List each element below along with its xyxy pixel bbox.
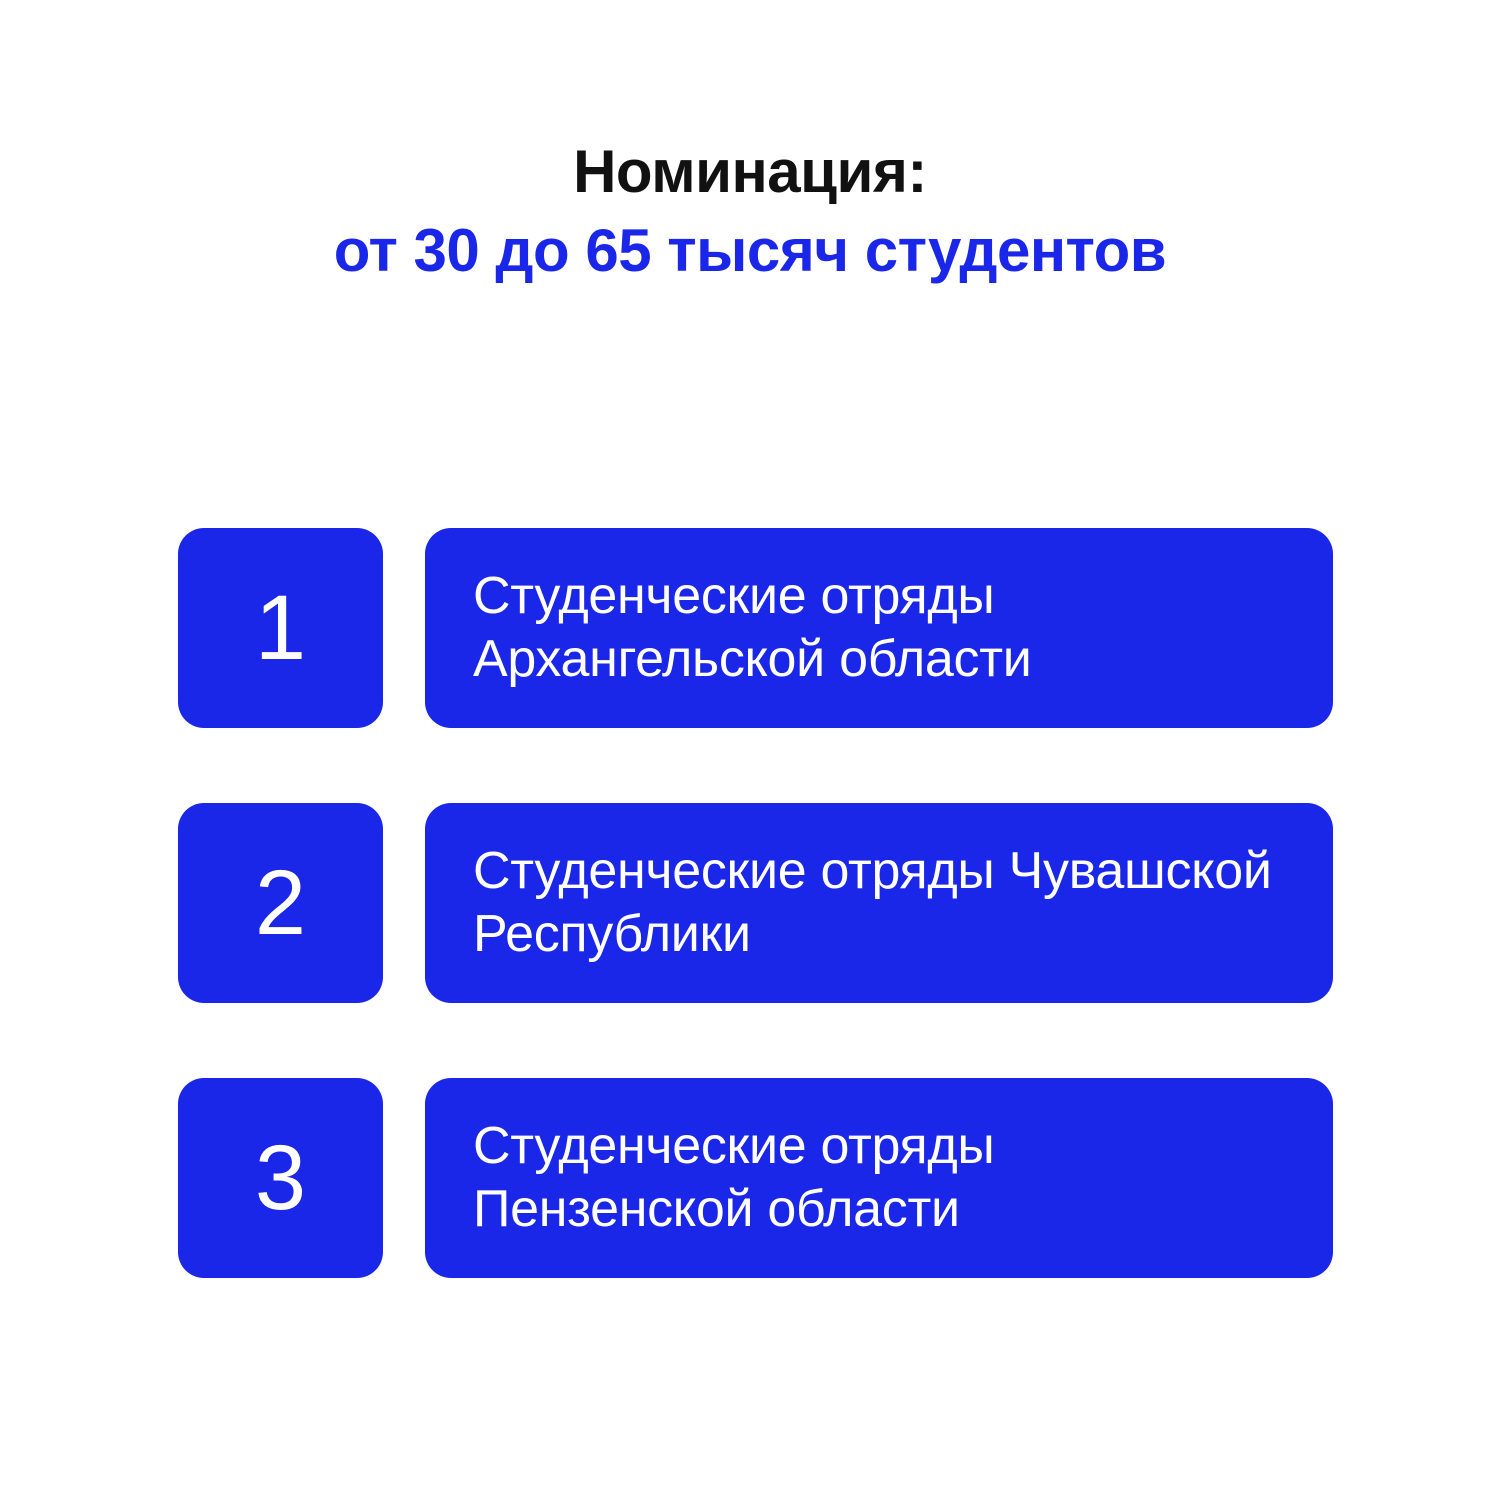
ranking-list	[178, 528, 1333, 1278]
entry-name: Студенческие отряды Архангельской области	[473, 566, 1032, 688]
list-item	[178, 528, 1333, 728]
rank-badge: 1	[178, 528, 383, 728]
list-item	[178, 803, 1333, 1003]
entry-name: Студенческие отряды Чувашской Республики	[473, 841, 1272, 963]
page-title-secondary: от 30 до 65 тысяч студентов	[333, 217, 1167, 285]
rank-badge: 3	[178, 1078, 383, 1278]
name-card	[425, 803, 1333, 1003]
entry-name: Студенческие отряды Пензенской области	[473, 1116, 995, 1238]
list-item	[178, 1078, 1333, 1278]
name-card	[425, 1078, 1333, 1278]
rank-badge: 2	[178, 803, 383, 1003]
header	[0, 0, 1500, 284]
name-card	[425, 528, 1333, 728]
page-title-primary: Номинация:	[573, 138, 927, 205]
